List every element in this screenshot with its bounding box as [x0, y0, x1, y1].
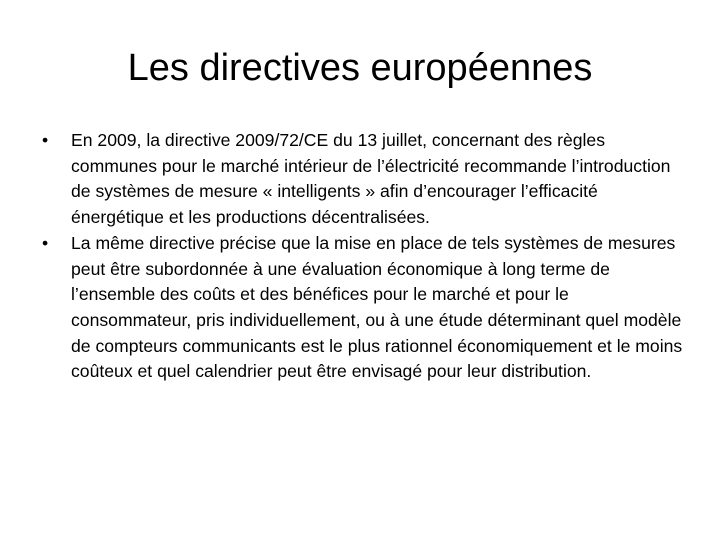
bullet-list: [36, 128, 692, 385]
bullet-marker: •: [42, 232, 49, 253]
bullet-item: [36, 231, 692, 385]
slide-title: Les directives européennes: [127, 47, 593, 89]
bullet-text: En 2009, la directive 2009/72/CE du 13 juillet, concernant des règles communes pour le marché intérieur de l’électricité recommande l’introduction de systèmes de mesure « intelligents » afin d’encourager l’efficacité énergétique et les productions décentralisées.: [71, 130, 671, 228]
bullet-text: La même directive précise que la mise en place de tels systèmes de mesures peut être subordonnée à une évaluation économique à long terme de l’ensemble des coûts et des bénéfices pour le marché et pour le consommateur, pris individuellement, ou à une étude déterminant quel modèle de compteurs communicants est le plus rationnel économiquement et le moins coûteux et quel calendrier peut être envisagé pour leur distribution.: [71, 232, 683, 382]
bullet-item: [36, 128, 692, 231]
bullet-marker: •: [42, 130, 49, 150]
